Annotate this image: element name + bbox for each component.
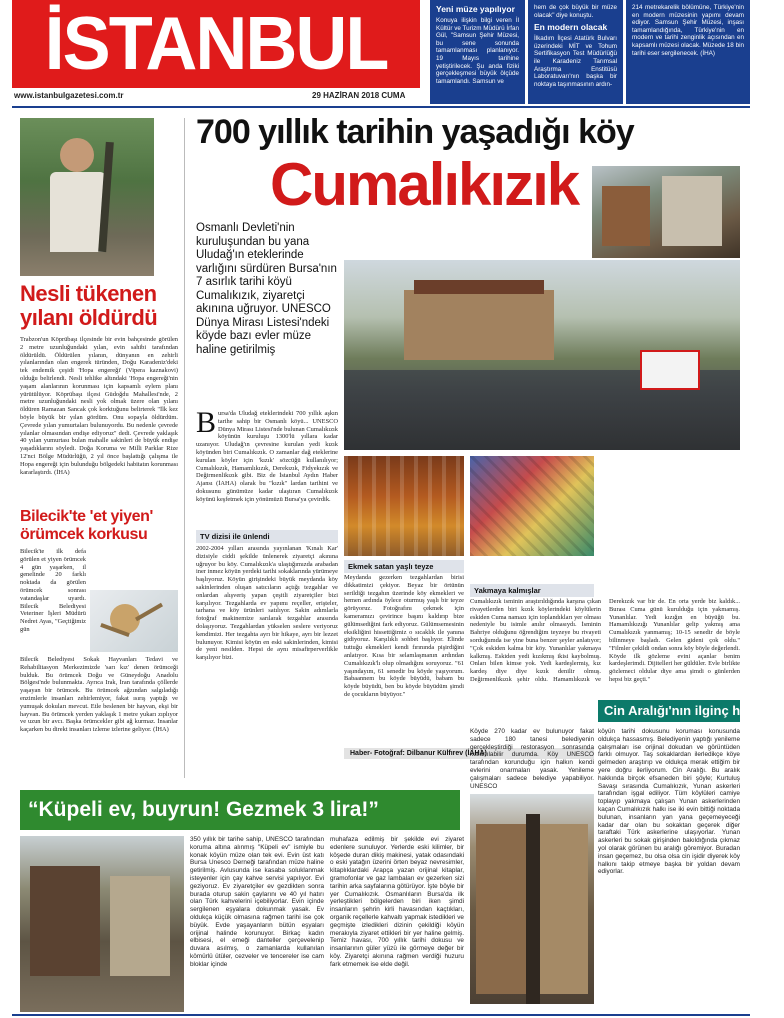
spider-story-text-bottom: Bilecik Belediyesi Sokak Hayvanları Tedavi ve Rehabilitasyon Merkezimizde 'sarı kız' denen örümceği bulduk. Bu örümcek Doğu ve Güneydoğu Anadolu Bölgesi'nde bulunmakta. Ayrıca Irak, İran tarafında çöllerde yaşayan bir örümcek. Bu örümcek ağzından salgıladığı enzimlerle insanları zehirlemiyor, fakat ısırış yaptığı ve yumuşak dokuları mevcut. Etle beslenen bir hayvan, ekşi bir hayvan. Bu örümcek yerden yaklaşık 1 metre yukarı zıplıyor ve uzun bir avcı. Başka örümcekler gibi ağ kurmaz. İnsanlar kaçarken bu direkt insanları izleme izlerine geliyor. (İHA) [20, 656, 178, 734]
cin-story-title: Cin Aralığı'nın ilginç hikayesi [598, 700, 740, 722]
top-brief-column-3 [626, 0, 750, 104]
snake-man-photo [20, 118, 154, 276]
spider-story-text-top: Bilecik'te ilk defa görülen et yiyen örümcek 4 gün yaşarken, il genelinde 20 farklı noktada da görülen örümcek sonrası vatandaşlar uyardı. Bilecik Belediyesi Veteriner İşleri Müdürü Nedret Ayas, "Geçtiğimiz gün [20, 548, 86, 633]
main-credit: Haber- Fotoğraf: Dilbanur Külfırev (İAHA) [344, 748, 594, 759]
kupeli-street-photo [20, 836, 184, 1012]
spider-photo [90, 590, 178, 652]
jam-jars-photo [344, 456, 464, 556]
snake-story-text: Trabzon'un Köprübaşı ilçesinde bir evin bahçesinde görülen 2 metre uzunluğundaki yılan, evin sahibi tarafından öldürüldü. Öldürülen yılanın, dünyanın en zehirli yılanlarından olan engerek türünden, Doğu Karadeniz'deki tek endemik çeşidi 'Hopa engereği' (Vipera kaznakovi) olduğu belirlendi. Nesli tehlike altındaki 'Hopa engereği'nin yaşam alanlarının korunması için kapsamlı eylem planı yürütülüyor. Köprübaşı ilçesi Güdoğdu Mahallesi'nde, 2 metre uzunluğundaki nesli yok olmak üzere olan yılanı öldüren Ramazan Sancak çok korktuğunu belirterek "İlk kez böyle büyük bir yılan gördüm. Onu sopayla öldürdüm. Çevrede yılan yumurtaları bulunuyordu. Bu nedenle çevrede yılanlar olmasından endişe ediyoruz" dedi. Çevrede yaklaşık 40 yılan yumurtası bulan mahalle sakinleri de büyük endişe yaşadıklarını söyledi. Doğa Koruma ve Milli Parklar Rize 12'nci Bölge Müdürlüğü, 2 yıl önce başlattığı çalışma ile Hopa engereği için bulunduğu bölgedeki habitatın korunması kararlaştırdı. (İHA) [20, 336, 178, 476]
subhead-tv: TV dizisi ile ünlendi [196, 530, 338, 543]
masthead-logo [12, 0, 420, 88]
top-brief-title-1: Yeni müze yapılıyor [436, 4, 515, 14]
top-brief-text-2a: hem de çok büyük bir müze olacak" diye konuştu. [534, 4, 617, 19]
main-para-4: Cumalıkızık isminin araştırıldığında karşına çıkan rivayetlerden biri kızık köylerindeki köylülerin eskiden Cuma namazı için toplandıkları yer olması nedeniyle bu isimle anılır olmasıydı. İsminin Bahriye olduğunu öğrendiğim teyzeye bu rivayeti sorduğumda ise yine buna benzer şeyler anlatıyor; "Çok eskiden kalma bir köy. Yunanlılar yakmaya kalkmış. Eskiden yedi kızıkmış ikisi kaybolmuş. Onları bilen kimse yok. Yedi kardeşlermiş, kız kardeş diye diye kızık denilir olmuş. Değirmenlikızık şehir oldu. Hamamlıkızık ve Derekızık var bir de. En orta yerde biz kaldık... Burası Cuma günü kurulduğu için yakmamış. Yunanlılar. Yedi kızığın en büyüğü bu. Hamamlıkızığı Yunanlılar gelip yakmış ama Cumalıkızık yanmamış; 10-15 senedir de böyle bilinmeye başladı. Gelen gideni çok oldu." "Filmler çekildi ondan sonra köy böyle değerlendi. Köyde ilk gözleme evini açanlar benim kardeşlerimdi. Dijitelleri her güldüler. Evle birlikte gözlemeci oldular diye ama şimdi o günlerden hepsi biz geçti." [470, 598, 740, 683]
spider-story-title-2: örümcek korkusu [20, 526, 148, 543]
main-title: Cumalıkızık [270, 151, 579, 218]
spider-story-title-1: Bilecik'te 'et yiyen' [20, 508, 153, 525]
cin-aralik-photo [470, 794, 594, 1004]
masthead-url[interactable]: www.istanbulgazetesi.com.tr [14, 91, 124, 100]
top-brief-text-2b: İlkadım İlçesi Atatürk Bulvarı üzerindeki MİT ve Tohum Sertifikasyon Test Müdürlüğü ile Karadeniz Tarımsal Araştırma Enstitüsü Laboratuvarı'nın başka bir noktaya taşınmasının ardın- [534, 35, 617, 88]
snake-story-title-1: Nesli tükenen [20, 281, 157, 306]
top-brief-title-2: En modern olacak [534, 22, 608, 33]
textiles-photo [470, 456, 594, 556]
bottom-story-col2: muhafaza edilmiş bir şekilde evi ziyaret edenlere sunuluyor. Yerlerde eski kilimler, bir köşede duran dikiş makinesi, yatak odasındaki o eski yatağın üzerini örten beyaz nevresimler, kitaplıklardaki Arapça yazan orijinal kitaplar, gramofonlar ve gaz lambaları ev gezerken sizi tarihin arka sayfalarına götürüyor. İşte böyle bir yer Cumalıkızık. Osmanlıların Bursa'da ilk yerleştikleri bölgelerden biri iken şimdi insanların şehrin kirli havasından kaçtıkları, organik reçellerle kahvaltı yapmak istedikleri ve geçmişte izledikleri dizinin çekildiği köyün merakıyla ziyaret ettikleri bir yer haline gelmiş. Temiz havası, 700 yıllık tarihi dokusu ve insanlarının güler yüzü ile görmeye değer bir köy. Ziyaretçi akınına rağmen verdiği huzuru fark etmemek ise elde değil. [330, 836, 464, 968]
masthead [12, 0, 420, 104]
main-para-3: Meydanda gezerken tezgahlardan birisi dikkatimizi çekiyor. Beyaz bir örtünün serildiği tezgahın üzerinde köy ekmekleri ve hemen ardında öylece oturmuş yaşlı bir teyze görüyoruz. Fotoğrafını çekmek için kameramızı çevirince başını kaldırıp bize gülümsediğini fark ediyoruz. Gülümsemesinin eksikliğini hissettiğimiz o sıcaklık ile yanına gidiyoruz. Karşılıklı sohbet başlıyor. Elinde tuttuğu ekmekleri kendi fırınında pişirdiğini anlatıyor. Kısa bir selamlaşmanın ardından Cumalıkızık'lı olup olmadığını soruyoruz. "61 yaşındayım, 61 senedir bu köyde yaşıyorum. Babaannem bu köyde büyüdü, babam bu köyde büyüdü, ben bu köyde büyüdüm şimdi de çocukların büyüyor." [344, 574, 464, 698]
snake-story [20, 282, 178, 502]
village-square-photo [344, 260, 740, 450]
main-body-col1 [196, 406, 338, 757]
bottom-story-col1: 350 yıllık bir tarihe sahip, UNESCO tarafından koruma altına alınmış "Küpeli ev" ismiyle bu konak köyün müze olan tek evi. Evin üst katı Bursa Unesco Derneği tarafından müze haline getirilmiş. Avlusunda ise kasaba soluklanmak isteyenler için çay kahve servisi yapılıyor. Evi geziyoruz. Ev ziyaretçiler ev gezdikten sonra burada oturup sakin çaylarını ve 40 yıl hatırı olan Türk kahvelerini içebiliyorlar. Evin içinde sergilenen eşyalara dokunmak yasak. Ev oldukça küçük olmasına rağmen tarihi ise çok büyük. Evde yaşayanların bütün eşyaları orijinal halinde korunuyor. Birkaç kadın elbisesi, el emeği danteller çerçevelenip duvara asılmış, o zamanlarda kullanılan kömürlü ütüler, cezveler ve tencereler ise cam bloklar içinde [190, 836, 324, 968]
main-para-3b [470, 560, 594, 584]
subhead-bread: Ekmek satan yaşlı teyze [344, 560, 464, 573]
top-brief-text-3: 214 metrekarelik bölümüne, Türkiye'nin en modern müzesinin yapımı devam ediyor. Samsun Şehir Müzesi, inşası tamamlandığında, Türkiye'nin en modern ve tarihi zenginlik açısından en kapsamlı müzesi olacak. Müzede 18 bin tarihi eser sergilenecek. (İHA) [632, 4, 744, 57]
subhead-burn: Yakmaya kalmışlar [470, 584, 594, 597]
main-dropcap: B [196, 406, 217, 439]
top-brief-column-1 [430, 0, 525, 104]
cin-story-col1: Köyde 270 kadar ev bulunuyor fakat sadece 180 tanesi belediyenin gerçekleştirdiği restorasyon sonrasında kullanılabilir durumda. Köy UNESCO tarafından korunduğu için halkın kendi evlerini onarmaları yasak. Yenileme çalışmaları sadece belediye yapabiliyor. UNESCO [470, 728, 594, 790]
top-brief-column-2 [528, 0, 623, 104]
bottom-story-title: “Küpeli ev, buyrun! Gezmek 3 lira!” [28, 798, 379, 821]
cin-story-col2: köyün tarihi dokusunu koruması konusunda oldukça hassasmış. Belediyenin yaptığı yenileme çalışmaları ise orijinal dokudan ve görüntüden farklı olmuyor. Taş sokaklardan ilerledikçe köye gelmeden araştırıp ve oldukça merak ettiğim bir yere doğru ilerliyorum. Cin Aralığı. Bu aralık hakkında birçok efsaneden biri şöyle; Kurtuluş Savaşı sırasında Cumalıkızık, Yunan askerleri tarafından işgal ediliyor. Tüm köylüleri camiye toplayıp yakmaya çalışan Yunan askerlerinden kaçan Cumalıkızık halkı ise iki evin bittiği noktada bulunan, insanların yan yana geçemeyeceği kadar dar olan bu sokaktan geçerek diğer taraftaki Türk askerlerine ulaşıyorlar. Yunan askerleri bu sokak girişinden bakıldığında çıkmaz yol olarak görünen bu aralığı göremiyor. Buradan insan geçemez, bu olsa olsa cin işidir diyerek köy halkını takip etmeye başka bir yoldan devam ediyorlar. [598, 728, 740, 876]
top-brief-text-1: Konuya ilişkin bilgi veren İl Kültür ve Turizm Müdürü İrfan Gül, "Samsun Şehir Müzesi, bu sene sonunda tamamlanması planlanıyor. 19 Mayıs tarihine yetiştirilecek. Şu anda fiziki gerçekleşmesi büyük ölçüde tamamlandı. Samsun ve [436, 17, 519, 85]
logo-text: İSTANBUL [44, 2, 388, 86]
bottom-story-box [20, 790, 460, 830]
main-lead: Osmanlı Devleti'nin kuruluşundan bu yana Uludağ'ın eteklerinde varlığını sürdüren Bursa'nın 7 asırlık tarihi köyü Cumalıkızık, ziyaretçi akınına uğruyor. UNESCO Dünya Mirası Listesi'ndeki köyde bazı evler müze haline getirilmiş [196, 222, 337, 356]
main-para-2: 2002-2004 yılları arasında yayınlanan 'Kınalı Kar' dizisiyle ciddi şekilde ünlenerek ziyaretçi akınına uğruyor bu köy. Cumalıkızık'a ulaştığımızda arabadan iner inmez köyün yerdeki tarihi sokaklarında yürümeye başlıyoruz. Köyün girişindeki büyük meydanda köy sakinlerinden oluşan satıcıların açtığı tezgahlar ve onlardan alışveriş yapan çeşitli ziyaretçiler bizi karşılıyor. Tezgahlarda ev yapımı reçeller, erişteler, tarhana ve köy ürünleri satılıyor. Sakin adımlarla fotoğraf makinemize sarılarak tezgahlar arasında dolaşıyoruz. Tezgahlardan yükselen seslere veriyoruz kendimizi. Her tezgahta ayrı bir hikaye, ayrı bir lezzet bulunuyor. Kimisi köyün en eski sakinlerinden, kimisi de yeni nesilden. Hepsi de aynı misafirperverlikle karşılıyor bizi. [196, 545, 338, 662]
snake-story-title-2: yılanı öldürdü [20, 305, 158, 330]
main-headline: 700 yıllık tarihin yaşadığı köy [196, 113, 634, 151]
footer-rule [12, 1014, 750, 1016]
header-divider [12, 106, 750, 108]
main-para-1: ursa'da Uludağ eteklerindeki 700 yıllık aşkın tarihe sahip bir Osmanlı köyü... UNESCO Dünya Mirası Listesi'nde bulunan Cumalıkızık köyünün kuruluşu 1300'lü yıllara kadar uzanıyor. Uludağ'ın çevresine kurulan yedi kızık köyünden biri Cumalıkızık. O zamanlar dağ eteklerine kurulan köyler için 'kızık' sözcüğü kullanılıyor; Cumalıkızık, Hamamlıkızık, Derekızık, Fidyekızık ve Değirmenlikızık gibi. Biz de İstanbul Aydın Haber Ajansı (İAHA) olarak bu "kızık" lardan tarihini ve dokusunu günümüze kadar ulaştıran Cumalıkızık köyünü keşfetmek için yönümüzü Bursa'ya çevirdik. [196, 410, 338, 503]
masthead-date: 29 HAZİRAN 2018 CUMA [312, 91, 406, 100]
column-divider [184, 118, 185, 778]
village-street-photo-top [592, 166, 740, 258]
